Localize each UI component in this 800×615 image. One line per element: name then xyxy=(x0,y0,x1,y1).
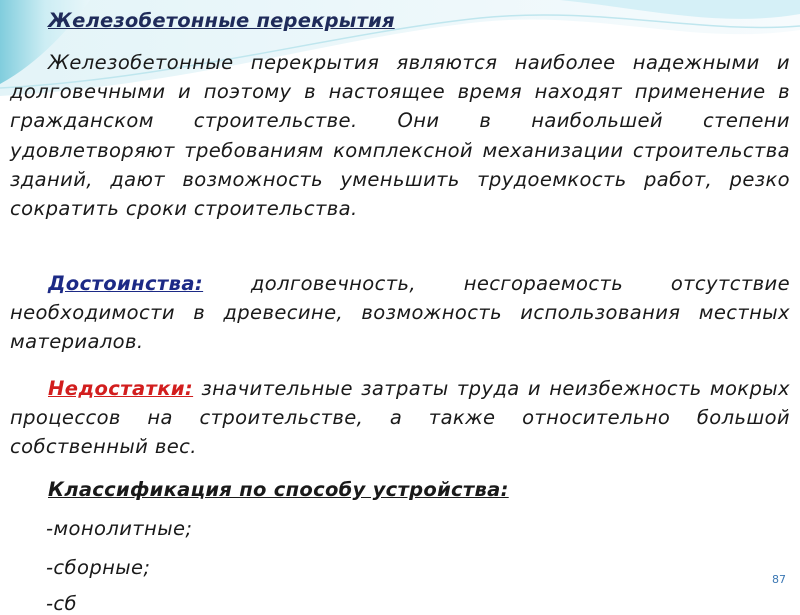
advantages-paragraph xyxy=(10,269,790,357)
disadvantages-text: значительные затраты труда и неизбежность мокрых процессов на строительстве, а также относительно большой собственный вес. xyxy=(10,377,790,459)
disadvantages-paragraph xyxy=(10,374,790,462)
advantages-text: долговечность, несгораемость отсутствие необходимости в древесине, возможность использования местных материалов. xyxy=(10,272,790,354)
advantages-label: Достоинства: xyxy=(48,272,204,295)
classification-item-monolithic: -монолитные; xyxy=(46,517,193,540)
classification-item-prefabricated: -сборные; xyxy=(46,556,151,579)
classification-item-partial: -сб xyxy=(46,592,77,615)
slide-title: Железобетонные перекрытия xyxy=(48,9,395,32)
classification-title: Классификация по способу устройства: xyxy=(48,478,509,501)
intro-paragraph: Железобетонные перекрытия являются наиболее надежными и долговечными и поэтому в настоящее время находят применение в гражданском строительстве. Они в наибольшей степени удовлетворяют требованиям комплексной механизации строительства зданий, дают возможность уменьшить трудоемкость работ, резко сократить сроки строительства. xyxy=(10,51,790,221)
page-number: 87 xyxy=(772,573,786,586)
disadvantages-label: Недостатки: xyxy=(48,377,194,400)
